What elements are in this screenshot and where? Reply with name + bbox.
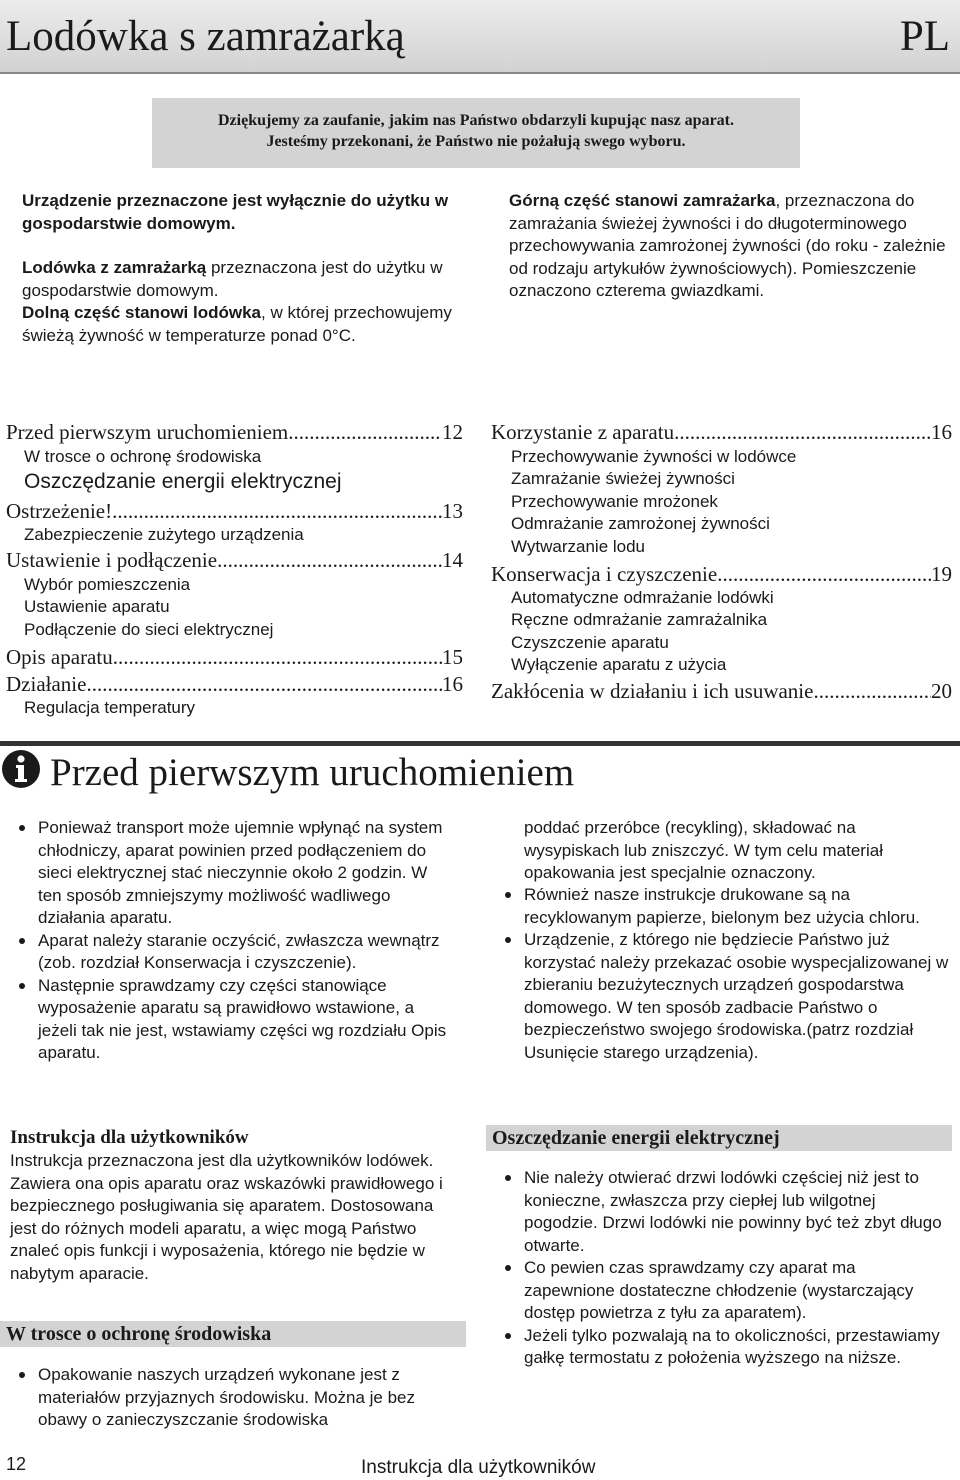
toc-subentry: Zamrażanie świeżej żywności bbox=[511, 469, 735, 488]
section-title: Przed pierwszym uruchomieniem bbox=[50, 751, 575, 794]
intro-bold: Górną część stanowi zamrażarka bbox=[509, 191, 776, 210]
toc-entry[interactable] bbox=[6, 671, 463, 697]
thank-you-line: Jesteśmy przekonani, że Państwo nie pożałują swego wyboru. bbox=[266, 133, 686, 150]
toc-leader bbox=[717, 561, 931, 587]
list-item bbox=[496, 929, 949, 1064]
environment-continued: poddać przeróbce (recykling), składować na wysypiskach lub zniszczyć. W tym celu materiał opakowania jest specjalnie oznaczony. bbox=[524, 818, 883, 882]
toc-subentry: Podłączenie do sieci elektrycznej bbox=[24, 620, 274, 639]
toc-entry[interactable] bbox=[491, 419, 952, 445]
toc-subentry: Przechowywanie mrożonek bbox=[511, 492, 718, 511]
intro-paragraph bbox=[22, 302, 452, 347]
bullet-icon bbox=[19, 825, 25, 831]
toc-leader bbox=[217, 547, 442, 573]
intro-paragraph bbox=[509, 190, 949, 303]
toc-subentry: Czyszczenie aparatu bbox=[511, 633, 669, 652]
language-code: PL bbox=[899, 13, 950, 60]
list-item bbox=[496, 884, 949, 929]
toc-subentry: Wytwarzanie lodu bbox=[511, 537, 646, 556]
toc-entry[interactable] bbox=[6, 547, 463, 573]
intro-left bbox=[22, 190, 452, 347]
footer-title: Instrukcja dla użytkowników bbox=[361, 1457, 596, 1478]
toc-subentry: W trosce o ochronę środowiska bbox=[24, 447, 262, 466]
toc-leader bbox=[86, 671, 442, 697]
toc-page: 14 bbox=[442, 548, 463, 572]
setup-bullet-list bbox=[10, 817, 455, 1065]
bullet-icon bbox=[505, 1265, 511, 1271]
intro-right bbox=[509, 190, 949, 303]
toc-entry-title: Przed pierwszym uruchomieniem bbox=[6, 420, 289, 444]
toc-entry-title: Ostrzeżenie! bbox=[6, 499, 113, 523]
intro-bold: Dolną część stanowi lodówka bbox=[22, 303, 262, 322]
environment-bullet-list bbox=[10, 1364, 455, 1432]
list-item-text: Urządzenie, z którego nie będziecie Państwo już korzystać należy przekazać osobie wyspecjalizowanej w zbieraniu bezużytecznych urządzeń gospodarstwa domowego. W ten sposób zadbacie Państwo o bezpieczeństwo swojego środowiska.(patrz rozdział Usunięcie starego urządzenia). bbox=[524, 930, 949, 1062]
toc-entry-title: Korzystanie z aparatu bbox=[491, 420, 675, 444]
toc-page: 16 bbox=[931, 420, 952, 444]
bullet-icon bbox=[19, 983, 25, 989]
page-header bbox=[0, 0, 960, 74]
list-item bbox=[496, 1325, 949, 1370]
bullet-icon bbox=[505, 1175, 511, 1181]
environment-heading: W trosce o ochronę środowiska bbox=[0, 1321, 466, 1347]
thank-you-box bbox=[152, 98, 800, 168]
intro-paragraph bbox=[22, 257, 452, 302]
list-item-text: Następnie sprawdzamy czy części stanowiące wyposażenie aparatu są prawidłowo wstawione, a jeżeli tak nie jest, wstawiamy części wg rozdziału Opis aparatu. bbox=[38, 975, 447, 1062]
info-icon bbox=[1, 749, 41, 789]
list-item-text: Jeżeli tylko pozwalają na to okoliczności, przestawiamy gałkę termostatu z położenia wyższego na niższe. bbox=[524, 1325, 940, 1367]
toc-subentry: Automatyczne odmrażanie lodówki bbox=[511, 588, 774, 607]
toc-page: 12 bbox=[442, 420, 463, 444]
bullet-icon bbox=[505, 1333, 511, 1339]
manual-heading: Instrukcja dla użytkowników bbox=[10, 1127, 249, 1148]
toc-entry[interactable] bbox=[6, 419, 463, 445]
toc-entry[interactable] bbox=[6, 498, 463, 524]
bullet-icon bbox=[19, 938, 25, 944]
intro-text: , w której przechowujemy świeżą żywność w temperaturze ponad 0°C. bbox=[22, 303, 452, 345]
list-item bbox=[10, 975, 455, 1065]
toc-page: 16 bbox=[442, 672, 463, 696]
toc-entry-title: Działanie bbox=[6, 672, 87, 696]
intro-paragraph: Urządzenie przeznaczone jest wyłącznie do użytku w gospodarstwie domowym. bbox=[22, 191, 449, 233]
toc-subentry: Ręczne odmrażanie zamrażalnika bbox=[511, 610, 768, 629]
toc-subentry: Oszczędzanie energii elektrycznej bbox=[24, 470, 342, 493]
toc-entry-title: Opis aparatu bbox=[6, 645, 113, 669]
toc-subentry: Przechowywanie żywności w lodówce bbox=[511, 447, 797, 466]
toc-entry[interactable] bbox=[491, 678, 952, 704]
document-title: Lodówka s zamrażarką bbox=[6, 13, 405, 60]
list-item bbox=[10, 930, 455, 975]
list-item bbox=[496, 1257, 949, 1325]
toc-subentry: Wyłączenie aparatu z użycia bbox=[511, 655, 727, 674]
toc-entry-title: Ustawienie i podłączenie bbox=[6, 548, 218, 572]
list-item-text: Opakowanie naszych urządzeń wykonane jest z materiałów przyjaznych środowisku. Można je bez obawy o zanieczyszczanie środowiska bbox=[38, 1365, 415, 1429]
toc-leader bbox=[112, 498, 442, 524]
list-item-text: Aparat należy staranie oczyścić, zwłaszcza wewnątrz (zob. rozdział Konserwacja i czyszczenie). bbox=[38, 930, 440, 972]
toc-entry-title: Konserwacja i czyszczenie bbox=[491, 562, 718, 586]
list-item bbox=[496, 1167, 949, 1257]
toc-subentry: Ustawienie aparatu bbox=[24, 597, 170, 616]
list-item-text: Nie należy otwierać drzwi lodówki częściej niż jest to konieczne, zwłaszcza przy ciepłej lub wilgotnej pogodzie. Drzwi lodówki nie powinny być też zbyt długo otwarte. bbox=[524, 1168, 942, 1255]
toc-entry-title: Zakłócenia w działaniu i ich usuwanie bbox=[491, 679, 814, 703]
recycling-bullet-list bbox=[496, 884, 949, 1064]
toc-leader bbox=[674, 419, 931, 445]
list-item-text: Co pewien czas sprawdzamy czy aparat ma zapewnione dostateczne chłodzenie (wystarczający dostęp powietrza z tyłu za aparatem). bbox=[524, 1258, 914, 1322]
toc-page: 15 bbox=[442, 645, 463, 669]
toc-leader bbox=[813, 678, 931, 704]
page-number: 12 bbox=[6, 1454, 27, 1474]
toc-page: 20 bbox=[931, 679, 952, 703]
bullet-icon bbox=[19, 1372, 25, 1378]
list-item-text: Również nasze instrukcje drukowane są na recyklowanym papierze, bielonym bez użycia chloru. bbox=[524, 885, 920, 927]
energy-bullet-list bbox=[496, 1167, 949, 1370]
toc-subentry: Odmrażanie zamrożonej żywności bbox=[511, 514, 770, 533]
section-rule bbox=[0, 741, 960, 746]
list-item bbox=[10, 817, 455, 930]
toc-page: 13 bbox=[442, 499, 463, 523]
manual-paragraph: Instrukcja przeznaczona jest dla użytkowników lodówek. Zawiera ona opis aparatu oraz wskazówki prawidłowego i bezpiecznego posługiwania się aparatem. Dostosowana jest do różnych modeli aparatu, a więc mogą Państwo znaleć opis funkcji i wyposażenia, którego nie będzie w nabytym aparacie. bbox=[10, 1151, 443, 1283]
toc-subentry: Regulacja temperatury bbox=[24, 698, 196, 717]
toc-subentry: Wybór pomieszczenia bbox=[24, 575, 191, 594]
toc-page: 19 bbox=[931, 562, 952, 586]
energy-heading: Oszczędzanie energii elektrycznej bbox=[486, 1125, 952, 1151]
bullet-icon bbox=[505, 892, 511, 898]
toc-leader bbox=[113, 644, 442, 670]
intro-bold: Lodówka z zamrażarką bbox=[22, 258, 207, 277]
toc-entry[interactable] bbox=[491, 561, 952, 587]
thank-you-line: Dziękujemy za zaufanie, jakim nas Państwo obdarzyli kupując nasz aparat. bbox=[217, 112, 734, 129]
intro-text: przeznaczona jest do użytku w gospodarstwie domowym. bbox=[22, 258, 443, 300]
list-item-text: Ponieważ transport może ujemnie wpłynąć na system chłodniczy, aparat powinien przed podłączeniem do sieci elektrycznej stać nieczynnie około 2 godzin. W ten sposób zmniejszymy możliwość wadliwego działania aparatu. bbox=[38, 818, 443, 927]
toc-subentry: Zabezpieczenie zużytego urządzenia bbox=[24, 525, 304, 544]
toc-entry[interactable] bbox=[6, 644, 463, 670]
list-item bbox=[10, 1364, 455, 1432]
toc-leader bbox=[288, 419, 442, 445]
intro-text: , przeznaczona do zamrażania świeżej żywności i do długoterminowego przechowywania zamrożonej żywności (do roku - zależnie od rodzaju artykułów żywnościowych). Pomieszczenie oznaczono czterema gwiazdkami. bbox=[509, 191, 946, 300]
bullet-icon bbox=[505, 937, 511, 943]
